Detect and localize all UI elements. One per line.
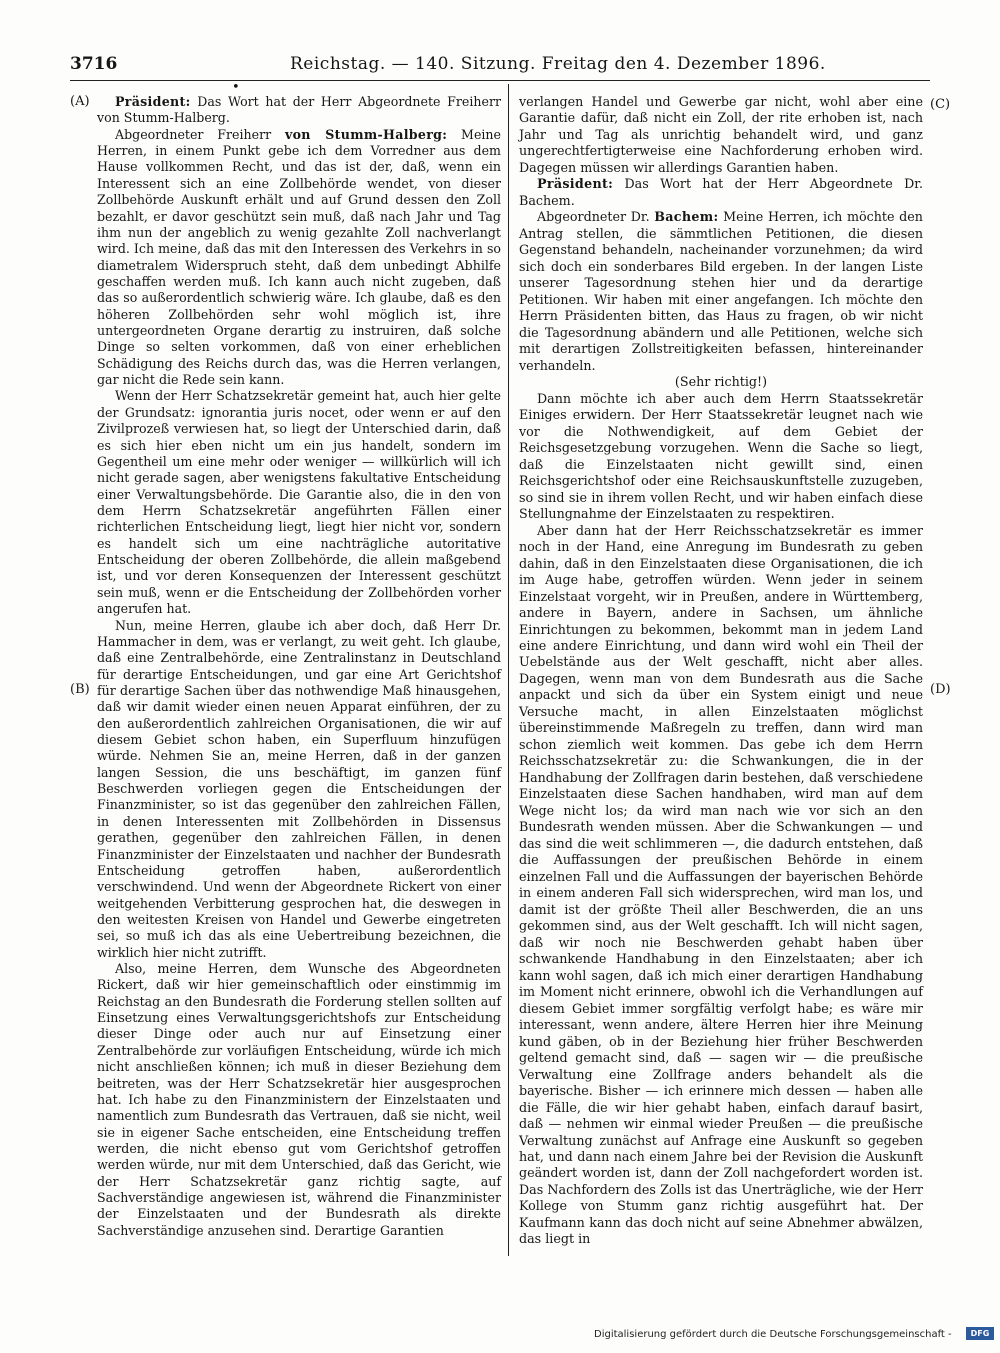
speaker-name: Präsident:	[115, 94, 191, 109]
paragraph-text: (Sehr richtig!)	[674, 374, 768, 390]
speaker-name: Bachem:	[654, 209, 719, 225]
paragraph-text: Dann möchte ich aber auch dem Herrn Staatssekretär Einiges erwidern. Der Herr Staatssekretär leugnet nach wie vor die Nothwendigkeit, auf dem Gebiet der Reichsgesetzgebung vorzugehen. Wenn die Sache so liegt, daß die Einzelstaaten nicht gewillt sind, einen Reichsgerichtshof oder eine Reichsauskunftstelle zuzugeben, so sind sie in ihrem vollen Recht, und wir haben einfach diese Stellungnahme der Einzelstaaten zu respektiren.	[519, 390, 923, 522]
digitization-credit: Digitalisierung gefördert durch die Deutsche Forschungsgemeinschaft -	[594, 1329, 952, 1340]
paragraph	[519, 94, 923, 176]
column-divider	[508, 84, 509, 1256]
header-dot: •	[232, 80, 240, 95]
paragraph	[97, 388, 501, 617]
paragraph-text: Meine Herren, in einem Punkt gebe ich dem Vorredner aus dem Hause vollkommen Recht, und das ist der, daß, wenn ein Interessent sich an eine Zollbehörde wendet, von dieser Zollbehörde Auskunft erhält und auf Grund dessen den Zoll bezahlt, er davor geschützt sein muß, daß nach Jahr und Tag ihm nun der angeblich zu wenig gezahlte Zoll nachverlangt wird. Ich meine, daß das mit den Interessen des Verkehrs in so diametralem Widerspruch steht, daß dem unbedingt Abhilfe geschaffen werden muß. Ich kann auch nicht zugeben, daß das so außerordentlich schwierig wäre. Ich glaube, daß es den höheren Zollbehörden sehr wohl möglich ist, ihre untergeordneten Organe derartig zu instruiren, daß solche Dinge so selten vorkommen, daß von einer erheblichen Schädigung des Reichs durch das, was die Herren verlangen, gar nicht die Rede sein kann.	[97, 126, 501, 388]
paragraph-text: Meine Herren, ich möchte den Antrag stellen, die sämmtlichen Petitionen, die diesen Gegenstand behandeln, nacheinander vorzunehmen; da wird sich doch ein sonderbares Bild ergeben. In der langen Liste unserer Tagesordnung stehen hier und da derartige Petitionen. Wir haben mit einer angefangen. Ich möchte den Herrn Präsidenten bitten, das Haus zu fragen, ob wir nicht die Tagesordnung abändern und alle Petitionen, welche sich mit derartigen Zollstreitigkeiten befassen, hintereinander verhandeln.	[519, 209, 923, 373]
margin-mark-b: (B)	[70, 682, 90, 697]
paragraph	[519, 391, 923, 523]
paragraph	[519, 374, 923, 390]
left-column	[97, 94, 501, 1239]
running-title: Reichstag. — 140. Sitzung. Freitag den 4. Dezember 1896.	[290, 54, 826, 74]
margin-mark-c: (C)	[930, 97, 951, 112]
speaker-intro: Abgeordneter Freiherr	[115, 126, 285, 142]
dfg-logo: DFG	[966, 1327, 994, 1340]
paragraph-text: Also, meine Herren, dem Wunsche des Abgeordneten Rickert, daß wir hier gemeinschaftlich oder einstimmig im Reichstag an den Bundesrath die Forderung stellen sollten auf Einsetzung eines Verwaltungsgerichtshofs zur Entscheidung dieser Dinge oder auch nur auf Einsetzung einer Zentralbehörde zur vorläufigen Entscheidung, würde ich mich nicht anschließen können; ich muß in dieser Beziehung dem beitreten, was der Herr Schatzsekretär hier ausgesprochen hat. Ich habe zu den Finanzministern der Einzelstaaten und namentlich zum Bundesrath das Vertrauen, daß sie nicht, weil sie in eigener Sache entscheiden, eine Entscheidung treffen werden, die nicht ebenso gut vom Gerichtshof getroffen werden würde, nur mit dem Unterschied, daß das Gericht, wie der Herr Schatzsekretär ganz richtig sagte, auf Sachverständige angewiesen ist, während die Finanzminister der Einzelstaaten und der Bundesrath als direkte Sachverständige anzusehen sind. Derartige Garantien	[97, 961, 501, 1238]
paragraph	[519, 209, 923, 374]
paragraph	[97, 618, 501, 962]
paragraph	[519, 523, 923, 1248]
paragraph	[97, 94, 501, 127]
paragraph	[519, 176, 923, 209]
margin-mark-d: (D)	[930, 682, 951, 697]
header-rule	[70, 80, 930, 81]
right-column	[519, 94, 923, 1248]
paragraph-text: Das Wort hat der Herr Abgeordnete Dr. Bachem.	[519, 176, 923, 208]
paragraph-text: Wenn der Herr Schatzsekretär gemeint hat, auch hier gelte der Grundsatz: ignorantia juris nocet, oder wenn er auf den Zivilprozeß verwiesen hat, so liegt der Unterschied darin, daß es sich hier eben nicht um ein jus handelt, sondern im Gegentheil um eine mehr oder weniger — willkürlich will ich nicht gerade sagen, aber wenigstens fakultative Entscheidung einer Verwaltungsbehörde. Die Garantie also, die in den von dem Herrn Schatzsekretär angeführten Fällen einer richterlichen Entscheidung liegt, liegt hier nicht vor, sondern es handelt sich um eine nachträgliche autoritative Entscheidung der oberen Zollbehörde, die allein maßgebend ist, und vor deren Konsequenzen der Interessent geschützt sein muß, wenn er die Entscheidung der Zollbehörden vorher angerufen hat.	[97, 388, 501, 617]
paragraph	[97, 127, 501, 389]
speaker-intro: Abgeordneter Dr.	[537, 209, 655, 225]
paragraph	[97, 961, 501, 1239]
paragraph-text: Aber dann hat der Herr Reichsschatzsekretär es immer noch in der Hand, eine Anregung im Bundesrath zu geben dahin, daß in den Einzelstaaten diese Organisationen, die ich im Auge habe, getroffen würden. Wenn jeder in seinem Einzelstaat vorgeht, wir in Preußen, andere in Württemberg, andere in Bayern, andere in Sachsen, um ähnliche Einrichtungen zu bekommen, bekommt man in jedem Land eine andere Einrichtung, und dann wird wohl ein Theil der Uebelstände aus der Welt geschafft, nicht aber alles. Dagegen, wenn man von dem Bundesrath aus die Sache anpackt und sich da über ein System einigt und neue Versuche macht, in allen Einzelstaaten möglichst übereinstimmende Maßregeln zu treffen, dann wird man schon ziemlich weit kommen. Das gebe ich dem Herrn Reichsschatzsekretär zu: die Schwankungen, die in der Handhabung der Zollfragen darin bestehen, daß verschiedene Einzelstaaten diese Sachen handhaben, wird man auf dem Wege nicht los; da wird man nach wie vor sich an den Bundesrath wenden müssen. Aber die Schwankungen — und das sind die weit schlimmeren —, die dadurch entstehen, daß die Auffassungen der preußischen Behörde in einem einzelnen Fall und die Auffassungen der bayerischen Behörde in einem anderen Fall sich widersprechen, wird man los, und damit ist der größte Theil aller Beschwerden, die an uns gekommen sind, aus der Welt geschafft. Ich will nicht sagen, daß wir noch nie Beschwerden gehabt haben über schwankende Handhabung in den Einzelstaaten; aber ich kann wohl sagen, daß ich mich einer derartigen Handhabung im Moment nicht erinnere, obwohl ich die Verhandlungen auf diesem Gebiet immer sorgfältig verfolgt habe; es wäre mir interessant, wenn andere, ältere Herren hier ihre Meinung kund gäben, ob in der Beziehung hier früher Beschwerden geltend gemacht sind, daß — sagen wir — die preußische Verwaltung eine Zollfrage anders behandelt als die bayerische. Bisher — ich erinnere mich dessen — haben alle die Fälle, die wir hier gehabt haben, einfach darauf basirt, daß — nehmen wir einmal wieder Preußen — die preußische Verwaltung zunächst auf Anfrage eine Auskunft so gegeben hat, und dann nach einem Jahre bei der Revision die Auskunft geändert worden ist, dann der Zoll nachgefordert worden ist. Das Nachfordern des Zolls ist das Unerträgliche, wie der Herr Kollege von Stumm ganz richtig ausgeführt hat. Der Kaufmann kann das doch nicht auf seine Abnehmer abwälzen, das liegt in	[519, 522, 923, 1247]
speaker-name: von Stumm-Halberg:	[284, 126, 448, 142]
paragraph-text: verlangen Handel und Gewerbe gar nicht, wohl aber eine Garantie dafür, daß nicht ein Zoll, der rite erhoben ist, nach Jahr und Tag als unrichtig behandelt wird, und ganz ungerechtfertigterweise eine Nachforderung erhoben wird. Dagegen müssen wir allerdings Garantien haben.	[519, 94, 923, 175]
paragraph-text: Nun, meine Herren, glaube ich aber doch, daß Herr Dr. Hammacher in dem, was er verlangt, zu weit geht. Ich glaube, daß eine Zentralbehörde, eine Zentralinstanz in Deutschland für derartige Entscheidungen, und gar eine Art Gerichtshof für derartige Sachen über das nothwendige Maß hinausgehen, daß wir damit wieder einen neuen Apparat einführen, der zu den außerordentlich zahlreichen Organisationen, die wir auf diesem Gebiet schon haben, ein Superfluum hinzufügen würde. Nehmen Sie an, meine Herren, daß in der ganzen langen Session, die uns beschäftigt, im ganzen fünf Beschwerden vorliegen gegen die Entscheidungen der Finanzminister, so ist das gegenüber den zahlreichen Fällen, in denen Interessenten mit Zollbehörden in Dissensus gerathen, gegenüber den zahlreichen Fällen, in denen Finanzminister der Einzelstaaten und nachher der Bundesrath Entscheidung getroffen haben, außerordentlich verschwindend. Und wenn der Abgeordnete Rickert von einer weitgehenden Verbitterung gesprochen hat, die deswegen in den weitesten Kreisen von Handel und Gewerbe eingetreten sei, so muß ich das als eine Uebertreibung bezeichnen, die wirklich hier nicht zutrifft.	[97, 617, 501, 960]
margin-mark-a: (A)	[70, 94, 90, 109]
paragraph-text: Das Wort hat der Herr Abgeordnete Freiherr von Stumm-Halberg.	[97, 94, 501, 126]
page-header	[70, 50, 930, 78]
page-number: 3716	[70, 54, 118, 74]
speaker-name: Präsident:	[537, 176, 614, 192]
